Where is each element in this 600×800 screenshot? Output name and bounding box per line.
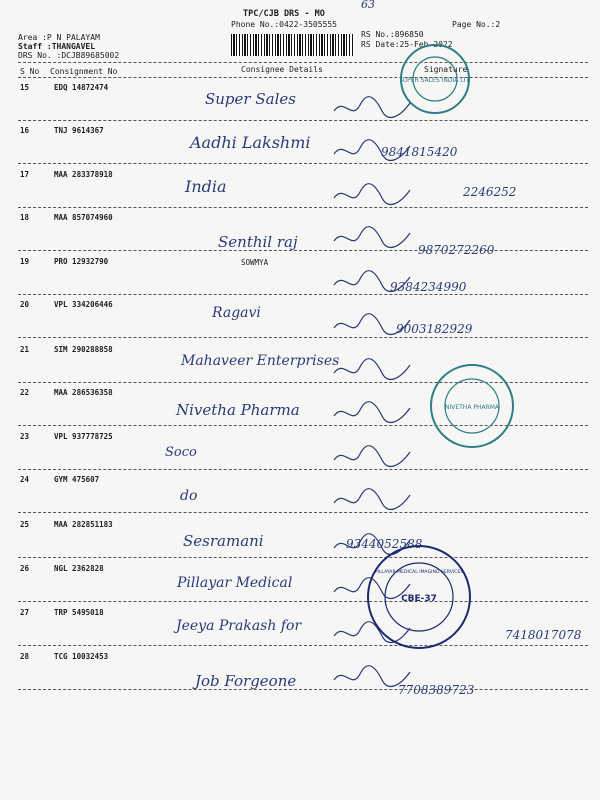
header-divider <box>18 62 588 63</box>
row-signature-note: 9841815420 <box>381 145 458 159</box>
row-handwritten-name: Soco <box>165 445 197 460</box>
row-signature-mark <box>330 267 440 297</box>
pharma-stamp-text: NIVETHA PHARMA <box>444 404 500 411</box>
row-signature-note: 9003182929 <box>396 322 473 336</box>
imaging-stamp <box>367 545 471 649</box>
row-sno: 26 <box>20 564 30 573</box>
row-signature-note: 9870272260 <box>418 243 495 257</box>
row-signature-mark <box>330 180 440 210</box>
col-sno: S No <box>20 67 40 76</box>
row-sno: 24 <box>20 475 30 484</box>
row-handwritten-name: Mahaveer Enterprises <box>181 353 340 369</box>
row-signature-note: 9344052588 <box>346 537 423 551</box>
row-handwritten-name: do <box>180 488 198 504</box>
row-sno: 17 <box>20 170 30 179</box>
row-sno: 19 <box>20 257 30 266</box>
row-consignment: TCG 10032453 <box>54 652 109 661</box>
row-sno: 25 <box>20 520 30 529</box>
row-handwritten-name: Senthil raj <box>218 233 298 251</box>
row-sno: 18 <box>20 213 30 222</box>
row-consignment: MAA 857074960 <box>54 213 113 222</box>
row-divider <box>18 207 588 208</box>
row-signature-mark <box>330 93 440 123</box>
pharma-stamp <box>430 364 514 448</box>
row-divider <box>18 512 588 513</box>
row-consignment: VPL 334206446 <box>54 300 113 309</box>
supersales-stamp-text: SUPER SALES INDIA LTD <box>402 77 468 84</box>
row-sno: 28 <box>20 652 30 661</box>
col-consignee: Consignee Details <box>241 65 323 74</box>
row-signature-mark <box>330 136 440 166</box>
row-signature-stroke <box>334 489 410 510</box>
row-handwritten-name: India <box>185 177 227 196</box>
row-signature-note: 7708389723 <box>398 683 475 697</box>
imaging-stamp-ring <box>369 547 469 647</box>
row-signature-stroke <box>334 666 410 687</box>
row-signature-stroke <box>334 271 410 292</box>
row-sno: 23 <box>20 432 30 441</box>
row-signature-mark <box>330 223 440 253</box>
row-divider <box>18 469 588 470</box>
row-divider <box>18 689 588 690</box>
row-consignment: EDQ 14872474 <box>54 83 109 92</box>
row-divider <box>18 601 588 602</box>
row-handwritten-name: Jeeya Prakash for <box>176 618 302 634</box>
row-consignment: MAA 286536358 <box>54 388 113 397</box>
rs-date: RS Date:25-Feb-2022 <box>361 40 453 49</box>
drs-number: DRS No. :DCJB89685002 <box>18 51 120 60</box>
row-consignment: TNJ 9614367 <box>54 126 104 135</box>
row-signature-stroke <box>334 359 410 380</box>
rs-number: RS No.:896850 <box>361 30 424 39</box>
row-signature-note: 7418017078 <box>505 628 582 642</box>
row-handwritten-name: Sesramani <box>183 532 264 550</box>
row-sno: 20 <box>20 300 30 309</box>
row-sno: 15 <box>20 83 30 92</box>
row-signature-stroke <box>334 140 410 161</box>
row-consignment: MAA 282851183 <box>54 520 113 529</box>
row-signature-mark <box>330 310 440 340</box>
row-signature-note: 2246252 <box>463 185 517 199</box>
imaging-stamp-text: PILLAYAR MEDICAL IMAGING SERVICES <box>374 570 464 575</box>
row-signature-mark <box>330 662 440 692</box>
row-handwritten-name: Nivetha Pharma <box>176 401 300 419</box>
imaging-stamp-center: CBE-37 <box>401 594 437 604</box>
row-consignment: NGL 2362828 <box>54 564 104 573</box>
row-signature-note: 9384234990 <box>390 280 467 294</box>
col-consignment: Consignment No <box>50 67 118 76</box>
row-signature-stroke <box>334 184 410 205</box>
row-sno: 16 <box>20 126 30 135</box>
col-signature: Signature <box>424 65 468 74</box>
phone-number: Phone No.:0422-3505555 <box>231 20 337 29</box>
column-header-divider <box>18 77 588 78</box>
row-signature-stroke <box>334 402 410 423</box>
row-consignment: SIM 290288858 <box>54 345 113 354</box>
staff-label: Staff :THANGAVEL <box>18 42 96 51</box>
row-handwritten-name: Pillayar Medical <box>177 575 293 591</box>
row-signature-mark <box>330 355 440 385</box>
row-consignment: MAA 283378918 <box>54 170 113 179</box>
row-signature-mark <box>330 485 440 515</box>
row-signature-mark <box>330 398 440 428</box>
row-signature-stroke <box>334 97 410 118</box>
barcode <box>231 34 354 56</box>
row-divider <box>18 337 588 338</box>
row-signature-mark <box>330 442 440 472</box>
row-divider <box>18 163 588 164</box>
row-consignment: TRP 5495018 <box>54 608 104 617</box>
row-consignment: GYM 475607 <box>54 475 100 484</box>
pharma-stamp-ring <box>432 366 512 446</box>
row-signature-stroke <box>334 314 410 335</box>
row-divider <box>18 645 588 646</box>
row-sno: 21 <box>20 345 30 354</box>
row-divider <box>18 294 588 295</box>
row-sno: 22 <box>20 388 30 397</box>
document-title: TPC/CJB DRS - MO <box>243 9 325 19</box>
row-handwritten-name: Ragavi <box>212 305 261 321</box>
top-scribble: 63 <box>361 0 375 11</box>
row-signature-stroke <box>334 227 410 248</box>
row-handwritten-name: Super Sales <box>205 90 296 108</box>
row-handwritten-name: Job Forgeone <box>195 672 297 690</box>
page-number: Page No.:2 <box>452 20 501 29</box>
row-signature-stroke <box>334 446 410 467</box>
row-consignee: SOWMYA <box>241 258 269 267</box>
row-divider <box>18 557 588 558</box>
row-handwritten-name: Aadhi Lakshmi <box>190 133 311 152</box>
row-consignment: VPL 937778725 <box>54 432 113 441</box>
row-divider <box>18 250 588 251</box>
area-label: Area :P N PALAYAM <box>18 33 100 42</box>
row-sno: 27 <box>20 608 30 617</box>
row-consignment: PRO 12932790 <box>54 257 109 266</box>
row-divider <box>18 120 588 121</box>
